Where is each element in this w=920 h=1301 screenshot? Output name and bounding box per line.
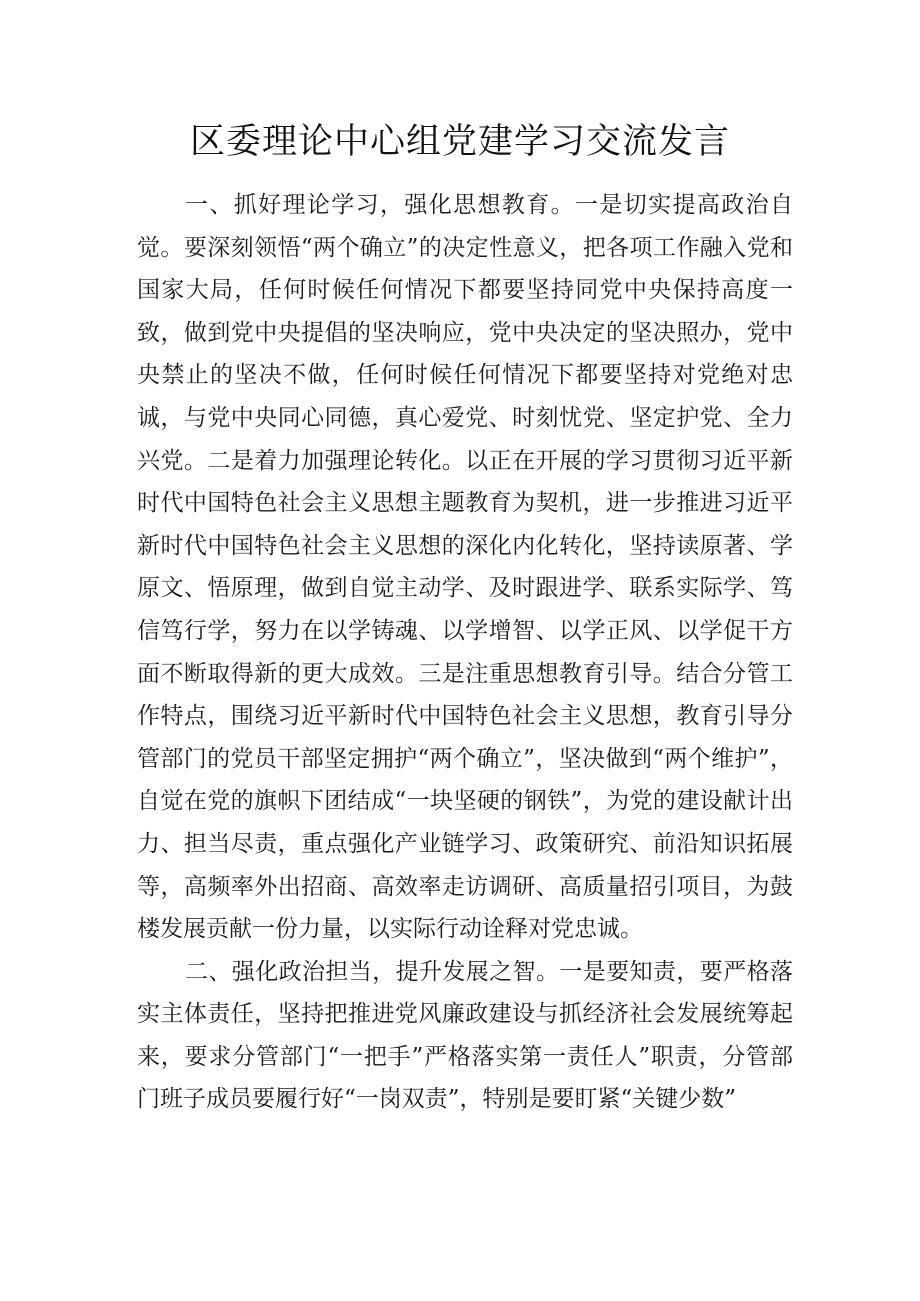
paragraph-1: 一、抓好理论学习，强化思想教育。一是切实提高政治自觉。要深刻领悟“两个确立”的决定性意义，把各项工作融入党和国家大局，任何时候任何情况下都要坚持同党中央保持高度一致，做到党中央提倡的坚决响应，党中央决定的坚决照办，党中央禁止的坚决不做，任何时候任何情况下都要坚持对党绝对忠诚，与党中央同心同德，真心爱党、时刻忧党、坚定护党、全力兴党。二是着力加强理论转化。以正在开展的学习贯彻习近平新时代中国特色社会主义思想主题教育为契机，进一步推进习近平新时代中国特色社会主义思想的深化内化转化，坚持读原著、学原文、悟原理，做到自觉主动学、及时跟进学、联系实际学、笃信笃行学，努力在以学铸魂、以学增智、以学正风、以学促干方面不断取得新的更大成效。三是注重思想教育引导。结合分管工作特点，围绕习近平新时代中国特色社会主义思想，教育引导分管部门的党员干部坚定拥护“两个确立”，坚决做到“两个维护”，自觉在党的旗帜下团结成“一块坚硬的钢铁”，为党的建设献计出力、担当尽责，重点强化产业链学习、政策研究、前沿知识拓展等，高频率外出招商、高效率走访调研、高质量招引项目，为鼓楼发展贡献一份力量，以实际行动诠释对党忠诚。 — [137, 192, 793, 943]
paragraph-2: 二、强化政治担当，提升发展之智。一是要知责，要严格落实主体责任，坚持把推进党风廉政建设与抓经济社会发展统筹起来，要求分管部门“一把手”严格落实第一责任人”职责，分管部门班子成员要履行好“一岗双责”，特别是要盯紧“关键少数” — [137, 958, 793, 1113]
document-title: 区委理论中心组党建学习交流发言 — [189, 122, 730, 162]
document-body — [137, 184, 793, 1121]
